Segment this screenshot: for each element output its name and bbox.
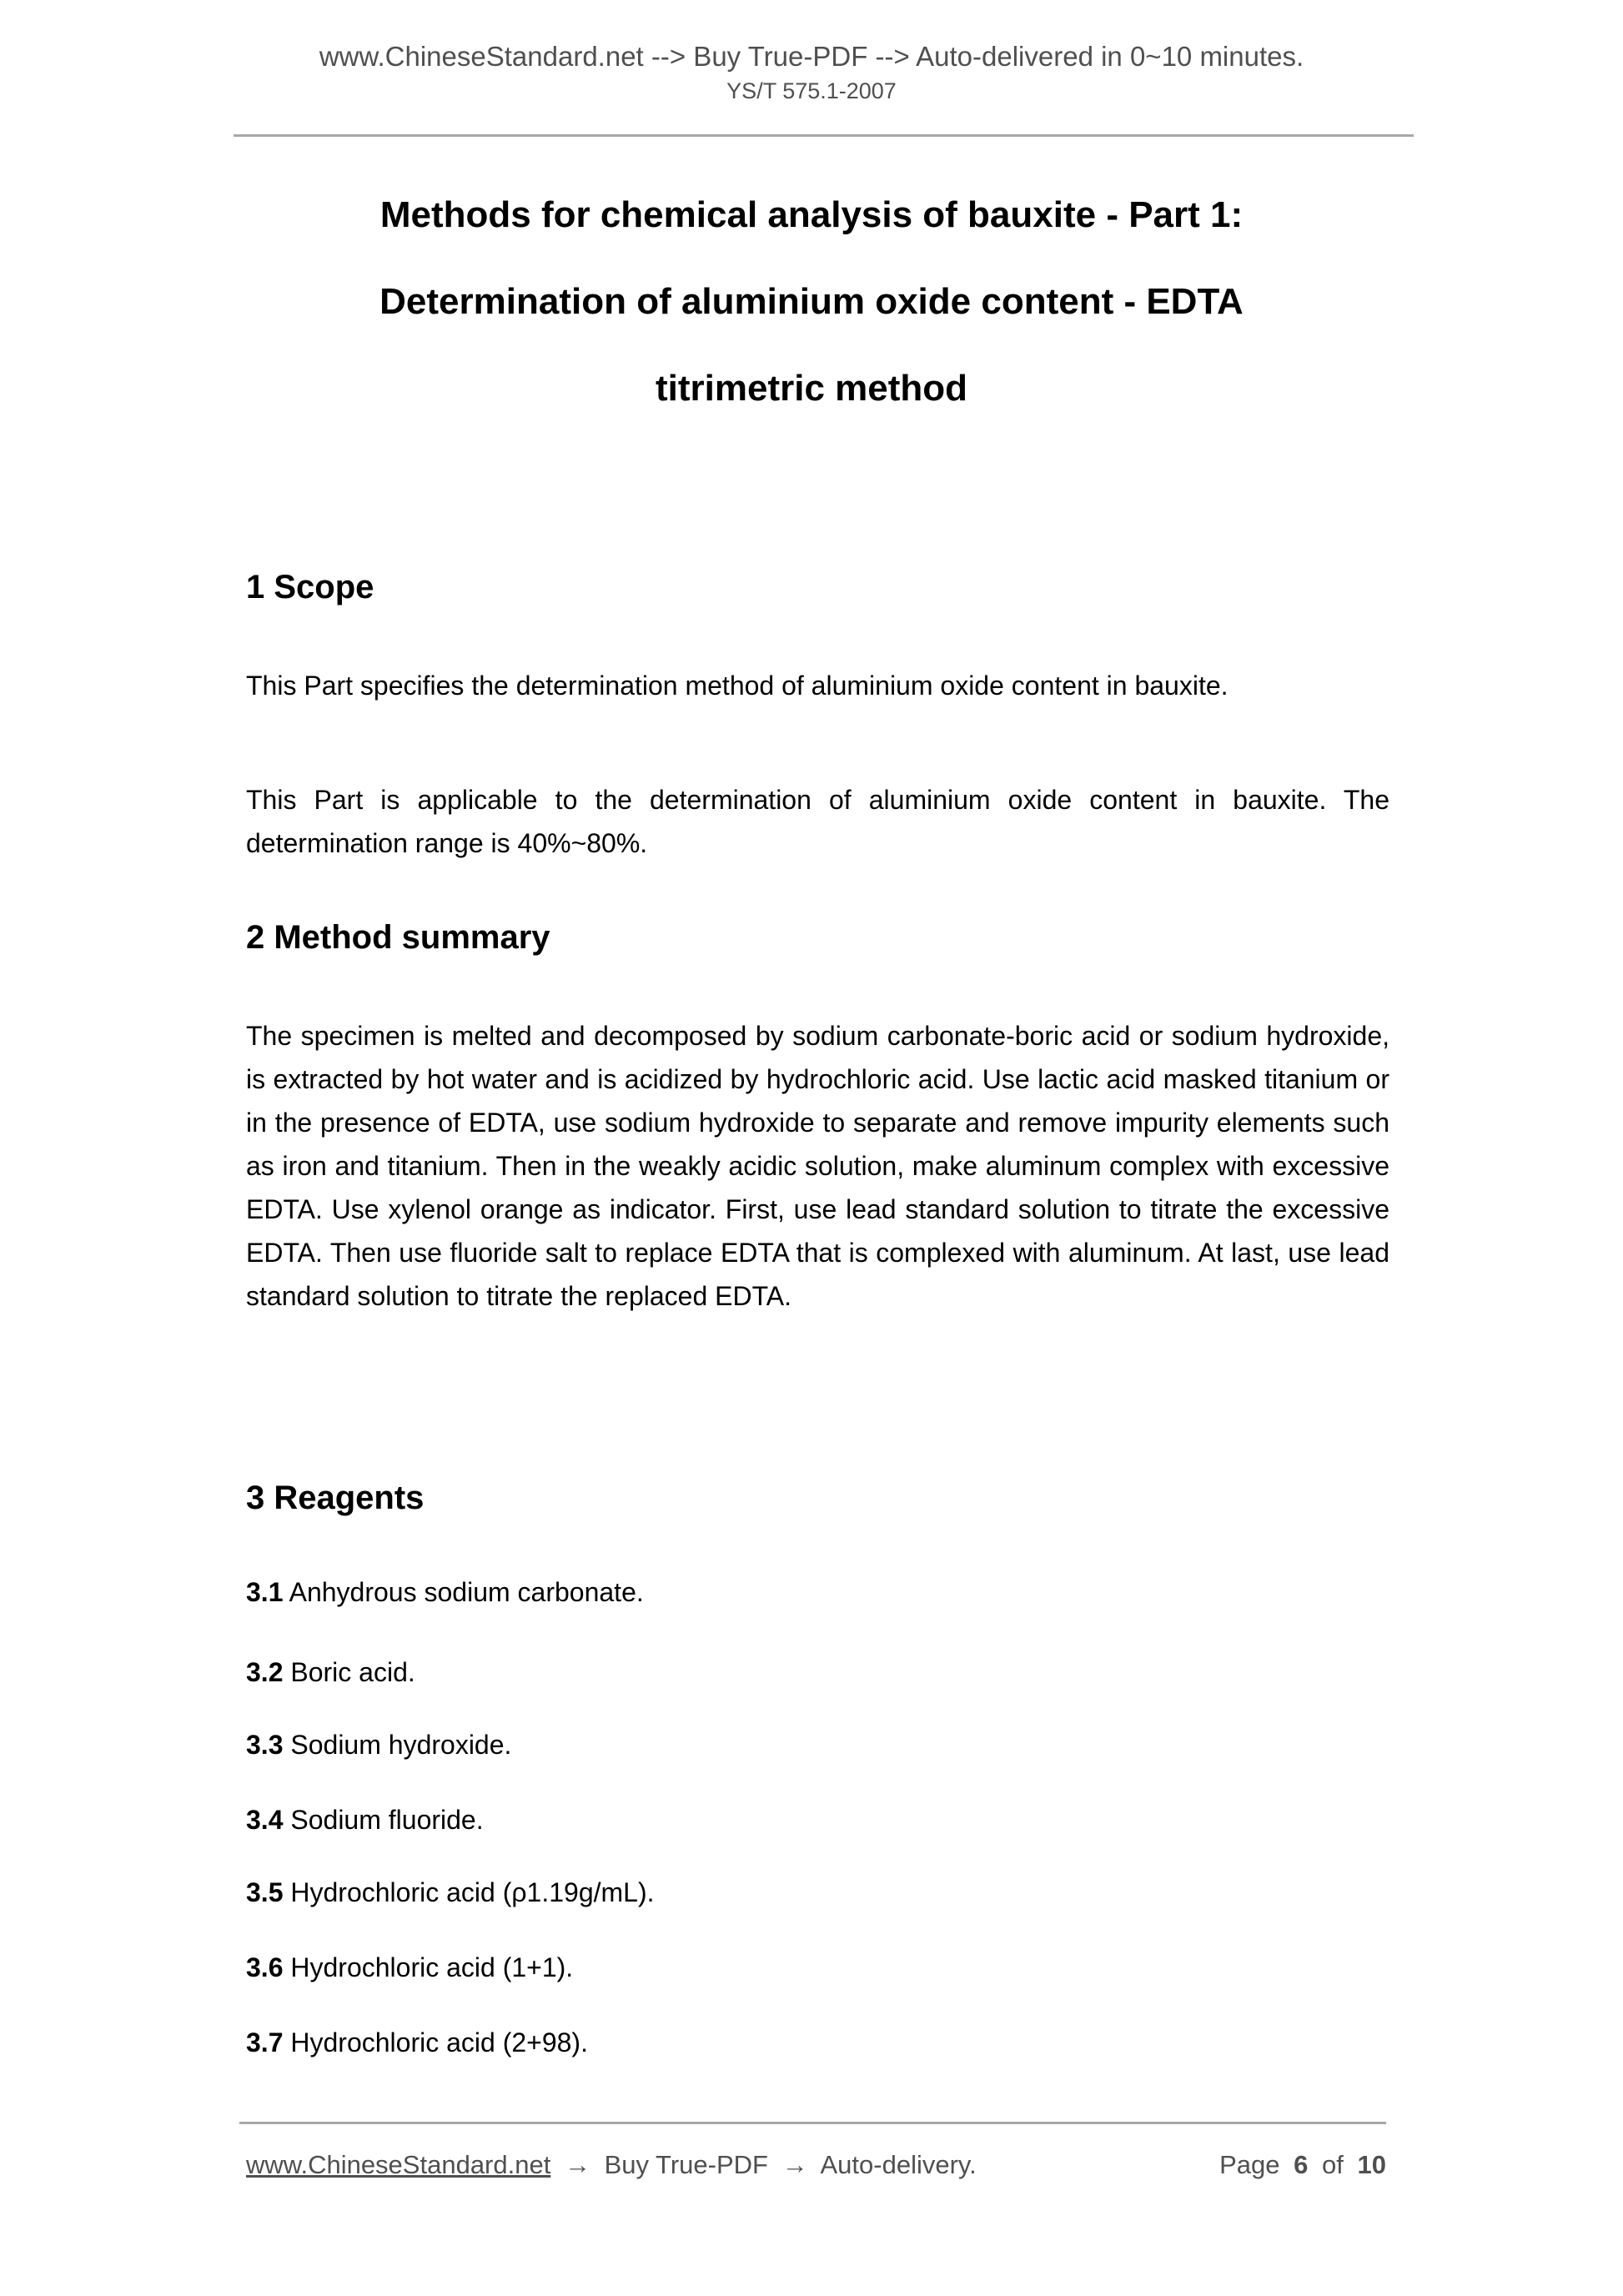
reagent-number: 3.1	[246, 1577, 284, 1607]
section-2-heading: 2 Method summary	[246, 919, 550, 956]
reagent-number: 3.4	[246, 1805, 284, 1835]
footer-delivery-text: Auto-delivery.	[820, 2150, 977, 2179]
arrow-right-icon: →	[564, 2150, 590, 2179]
footer-buy-text: Buy True-PDF	[604, 2150, 768, 2179]
title-line-3: titrimetric method	[655, 368, 968, 409]
scope-paragraph-2: This Part is applicable to the determination of aluminium oxide content in bauxite. The determination range is 40%~80%.	[246, 785, 1389, 858]
title-line-1: Methods for chemical analysis of bauxite - Part 1:	[379, 194, 1244, 235]
reagent-item-3-7	[246, 2021, 1389, 2064]
reagent-text: Sodium hydroxide.	[290, 1730, 512, 1760]
page-of-label: of	[1322, 2150, 1344, 2179]
document-title	[240, 172, 1383, 432]
footer-delivery-note	[246, 2148, 983, 2182]
arrow-right-icon: →	[781, 2150, 808, 2179]
reagent-item-3-1	[246, 1570, 1389, 1614]
reagent-number: 3.7	[246, 2027, 284, 2057]
page-label: Page	[1219, 2150, 1280, 2179]
page-current: 6	[1294, 2150, 1309, 2179]
reagent-number: 3.2	[246, 1657, 284, 1687]
footer	[246, 2148, 1386, 2182]
footer-site-link[interactable]: www.ChineseStandard.net	[246, 2150, 551, 2179]
reagent-item-3-5	[246, 1871, 1389, 1914]
reagent-number: 3.5	[246, 1877, 284, 1907]
header-standard-code: YS/T 575.1-2007	[726, 78, 897, 103]
reagent-text: Boric acid.	[290, 1657, 415, 1687]
header-divider	[234, 134, 1414, 137]
reagent-number: 3.3	[246, 1730, 284, 1760]
reagent-text: Hydrochloric acid (ρ1.19g/mL).	[290, 1877, 655, 1907]
reagent-item-3-2	[246, 1650, 1389, 1694]
section-1-heading: 1 Scope	[246, 569, 374, 605]
footer-divider	[239, 2122, 1386, 2124]
reagent-text: Anhydrous sodium carbonate.	[289, 1577, 644, 1607]
reagent-number: 3.6	[246, 1952, 284, 1982]
reagent-text: Sodium fluoride.	[290, 1805, 484, 1835]
reagent-text: Hydrochloric acid (2+98).	[290, 2027, 588, 2057]
header-delivery-note: www.ChineseStandard.net --> Buy True-PDF --> Auto-delivered in 0~10 minutes.	[319, 41, 1304, 72]
reagent-item-3-4	[246, 1798, 1389, 1841]
method-summary-paragraph: The specimen is melted and decomposed by sodium carbonate-boric acid or sodium hydroxide, is extracted by hot water and is acidized by hydrochloric acid. Use lactic acid masked titanium or in the presence of EDTA, use sodium hydroxide to separate and remove impurity elements such as iron and titanium. Then in the weakly acidic solution, make aluminum complex with excessive EDTA. Use xylenol orange as indicator. First, use lead standard solution to titrate the excessive EDTA. Then use fluoride salt to replace EDTA that is complexed with aluminum. At last, use lead standard solution to titrate the replaced EDTA.	[246, 1021, 1389, 1311]
page-indicator	[1213, 2148, 1386, 2182]
reagent-item-3-3	[246, 1723, 1389, 1766]
page-total: 10	[1357, 2150, 1386, 2179]
reagent-item-3-6	[246, 1946, 1389, 1989]
scope-paragraph-1: This Part specifies the determination method of aluminium oxide content in bauxite.	[246, 671, 1229, 701]
reagent-text: Hydrochloric acid (1+1).	[290, 1952, 574, 1982]
title-line-2: Determination of aluminium oxide content - EDTA	[379, 281, 1244, 322]
section-3-heading: 3 Reagents	[246, 1480, 425, 1516]
